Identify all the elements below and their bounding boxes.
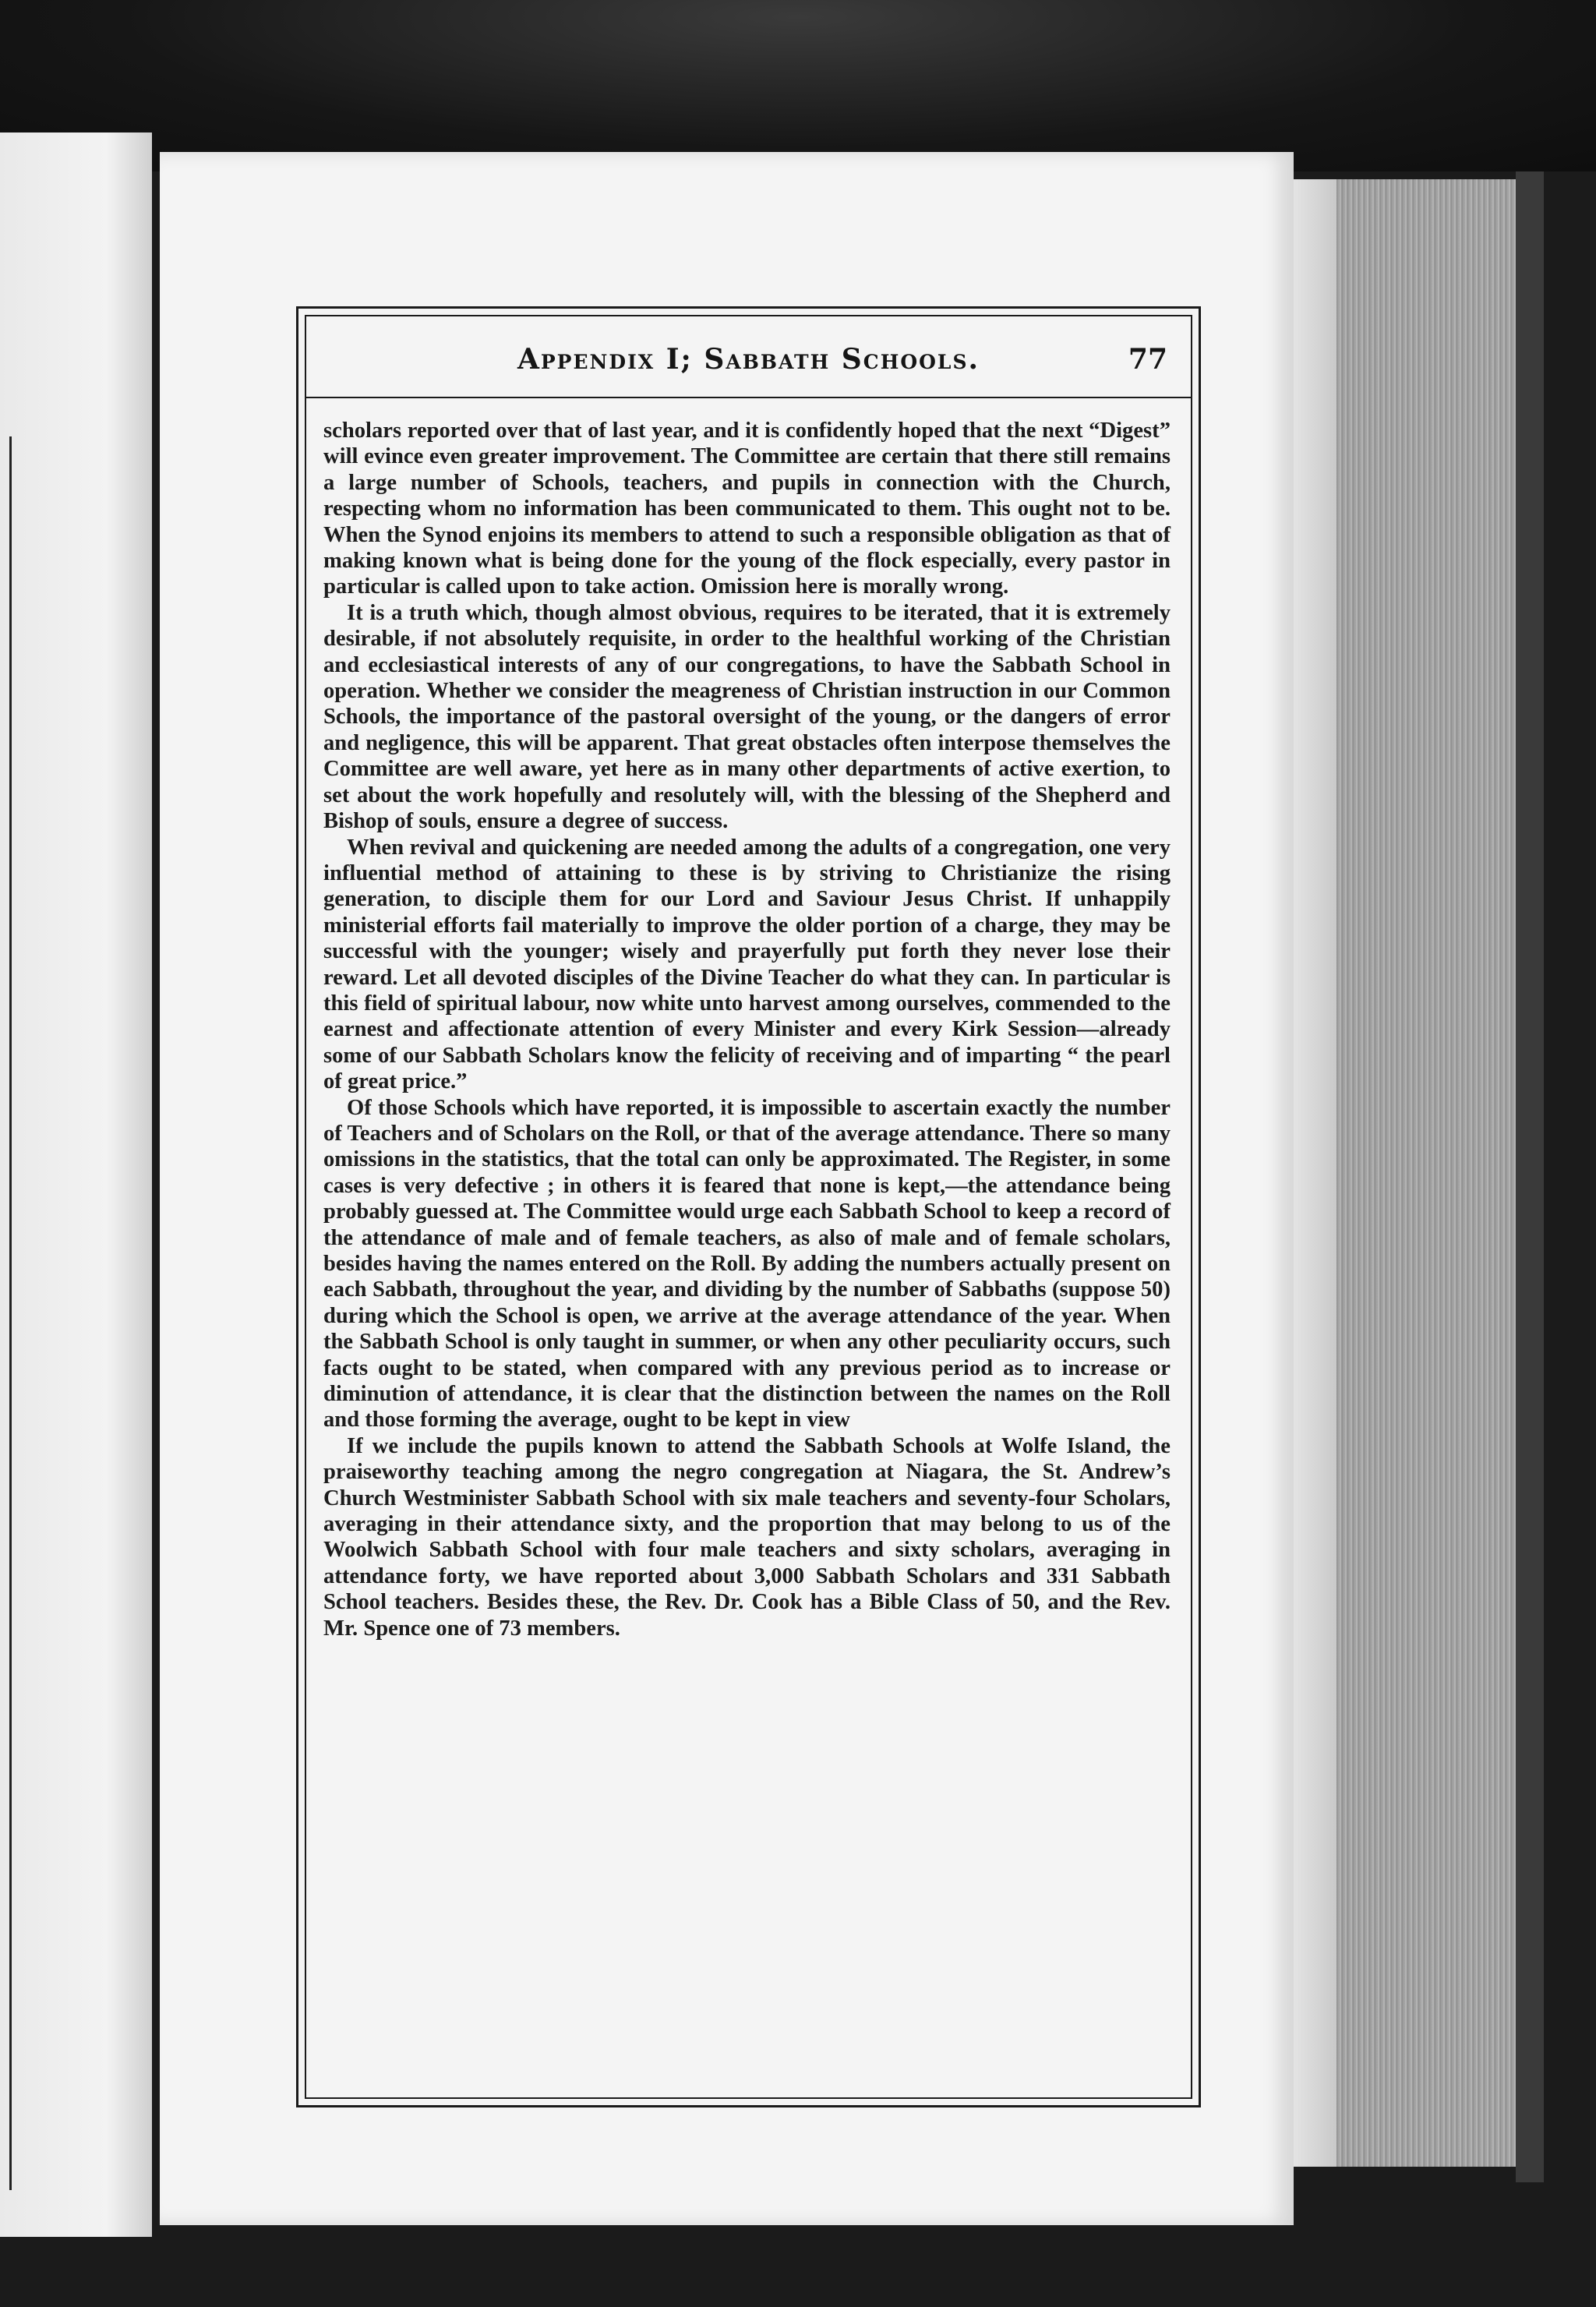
body-text	[323, 418, 1171, 2066]
page-number: 77	[1128, 343, 1167, 376]
facing-page-edge	[0, 132, 152, 2237]
facing-page-border-rule	[0, 436, 12, 2190]
header-rule	[306, 397, 1191, 398]
paragraph: If we include the pupils known to attend the Sabbath Schools at Wolfe Island, the praiseworthy teaching among the negro congregation at Niagara, the St. Andrew’s Church Westminister Sabbath School with six male teachers and seventy-four Scholars, averaging in their attendance sixty, and the proportion that may belong to us of the Woolwich Sabbath School with four male teachers and sixty scholars, averaging in attendance forty, we have reported about 3,000 Sabbath Scholars and 331 Sabbath School teachers. Besides these, the Rev. Dr. Cook has a Bible Class of 50, and the Rev. Mr. Spence one of 73 members.	[323, 1433, 1171, 1641]
running-header	[306, 316, 1191, 401]
paragraph: It is a truth which, though almost obvious, requires to be iterated, that it is extremely desirable, if not absolutely requisite, in order to the healthful working of the Christian and ecclesiastical interests of any of our congregations, to have the Sabbath School in operation. Whether we consider the meagreness of Christian instruction in our Common Schools, the importance of the pastoral oversight of the young, or the dangers of error and negligence, this will be apparent. That great obstacles often interpose themselves the Committee are well aware, yet here as in many other departments of active exertion, to set about the work hopefully and resolutely will, with the blessing of the Shepherd and Bishop of souls, ensure a degree of success.	[323, 600, 1171, 834]
page-frame-inner	[305, 315, 1192, 2099]
paragraph: When revival and quickening are needed among the adults of a congregation, one very influential method of attaining to these is by striving to Christianize the rising generation, to disciple them for our Lord and Saviour Jesus Christ. If unhappily ministerial efforts fail materially to improve the older portion of a charge, they may be successful with the younger; wisely and prayerfully put forth they never lose their reward. Let all devoted disciples of the Divine Teacher do what they can. In particular is this field of spiritual labour, now white unto harvest among ourselves, commended to the earnest and affectionate attention of every Minister and every Kirk Session—already some of our Sabbath Scholars know the felicity of receiving and of imparting “ the pearl of great price.”	[323, 835, 1171, 1094]
book-cover-edge	[1516, 171, 1544, 2182]
running-title: Appendix I; Sabbath Schools.	[517, 343, 980, 376]
page-frame	[296, 306, 1201, 2107]
paragraph: Of those Schools which have reported, it is impossible to ascertain exactly the number of Teachers and of Scholars on the Roll, or that of the average attendance. There so many omissions in the statistics, that the total can only be approximated. The Register, in some cases is very defective ; in others it is feared that none is kept,—the attendance being probably guessed at. The Committee would urge each Sabbath School to keep a record of the attendance of male and of female teachers, as also of male and of female scholars, besides having the names entered on the Roll. By adding the numbers actually present on each Sabbath, throughout the year, and dividing by the number of Sabbaths (suppose 50) during which the School is open, we arrive at the average attendance of the year. When the Sabbath School is only taught in summer, or when any other peculiarity occurs, such facts ought to be stated, when compared with any previous period as to increase or diminution of attendance, it is clear that the distinction between the names on the Roll and those forming the average, ought to be kept in view	[323, 1095, 1171, 1433]
book-fore-edge-highlight	[1290, 179, 1336, 2167]
scanner-background	[0, 0, 1596, 171]
paragraph: scholars reported over that of last year, and it is confidently hoped that the next “Digest” will evince even greater improvement. The Committee are certain that there still remains a large number of Schools, teachers, and pupils in connection with the Church, respecting whom no information has been communicated to them. This ought not to be. When the Synod enjoins its members to attend to such a responsible obligation as that of making known what is being done for the young of the flock especially, every pastor in particular is called upon to take action. Omission here is morally wrong.	[323, 419, 1171, 599]
